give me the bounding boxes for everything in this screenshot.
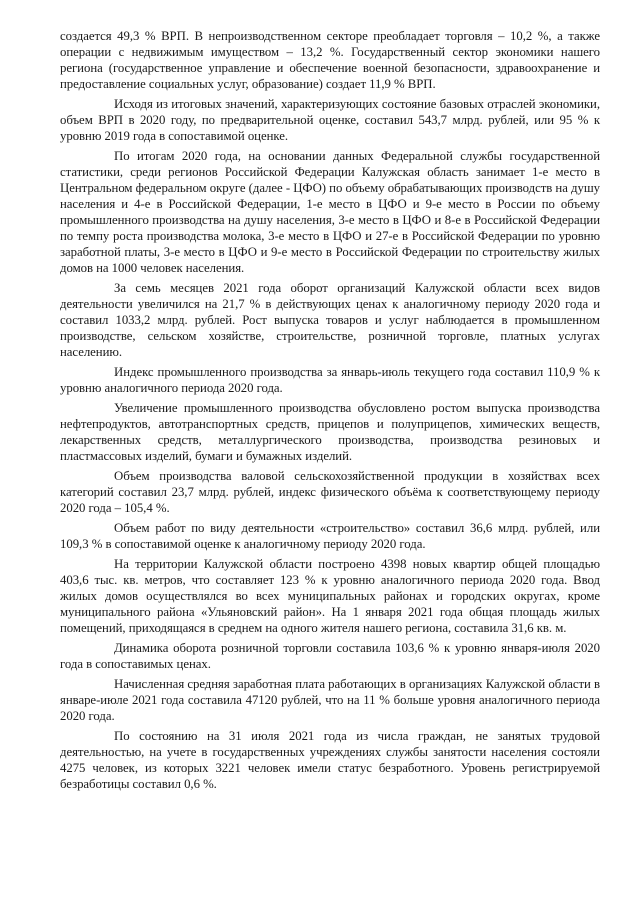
paragraph-housing: На территории Калужской области построено 4398 новых квартир общей площадью 403,6 тыс. кв. метров, что составляет 123 % к уровню аналогичного периода 2020 года. Ввод жилых домов осуществлялся во всех муниципальных районах и городских округах, кроме муниципального района «Ульяновский район». На 1 января 2021 года общая площадь жилых помещений, приходящаяся в среднем на одного жителя нашего региона, составила 31,6 кв. м.	[60, 557, 600, 635]
paragraph-grp-volume: Исходя из итоговых значений, характеризующих состояние базовых отраслей экономики, объем ВРП в 2020 году, по предварительной оценке, составил 543,7 млрд. рублей, или 95 % к уровню 2019 года в сопоставимой оценке.	[60, 97, 600, 143]
paragraph-wages: Начисленная средняя заработная плата работающих в организациях Калужской области в январе-июле 2021 года составила 47120 рублей, что на 11 % больше уровня аналогичного периода 2020 года.	[60, 677, 600, 723]
document-page	[60, 28, 600, 796]
paragraph-industrial-growth: Увеличение промышленного производства обусловлено ростом выпуска производства нефтепродуктов, автотранспортных средств, прицепов и полуприцепов, химических веществ, лекарственных средств, металлургического производства, производства резиновых и пластмассовых изделий, бумаги и бумажных изделий.	[60, 401, 600, 463]
paragraph-industrial-index: Индекс промышленного производства за январь-июль текущего года составил 110,9 % к уровню аналогичного периода 2020 года.	[60, 365, 600, 395]
paragraph-retail: Динамика оборота розничной торговли составила 103,6 % к уровню января-июля 2020 года в сопоставимых ценах.	[60, 641, 600, 671]
paragraph-grp-share: создается 49,3 % ВРП. В непроизводственном секторе преобладает торговля – 10,2 %, а также операции с недвижимым имуществом – 13,2 %. Государственный сектор экономики нашего региона (государственное управление и обеспечение военной безопасности, здравоохранение и предоставление социальных услуг, образование) создает 11,9 % ВРП.	[60, 29, 600, 91]
paragraph-agriculture: Объем производства валовой сельскохозяйственной продукции в хозяйствах всех категорий составил 23,7 млрд. рублей, индекс физического объёма к соответствующему периоду 2020 года – 105,4 %.	[60, 469, 600, 515]
paragraph-unemployment: По состоянию на 31 июля 2021 года из числа граждан, не занятых трудовой деятельностью, на учете в государственных учреждениях службы занятости населения состояли 4275 человек, из которых 3221 человек имели статус безработного. Уровень регистрируемой безработицы составил 0,6 %.	[60, 729, 600, 791]
paragraph-construction: Объем работ по виду деятельности «строительство» составил 36,6 млрд. рублей, или 109,3 % в сопоставимой оценке к аналогичному периоду 2020 года.	[60, 521, 600, 551]
paragraph-region-rankings: По итогам 2020 года, на основании данных Федеральной службы государственной статистики, среди регионов Российской Федерации Калужская область занимает 1-е место в Центральном федеральном округе (далее - ЦФО) по объему обрабатывающих производств на душу населения и 4-е в Российской Федерации, 1-е место в ЦФО и 9-е место в России по объему промышленного производства на душу населения, 3-е место в ЦФО и 8-е в Российской Федерации по темпу роста производства молока, 3-е место в ЦФО и 27-е в Российской Федерации по уровню заработной платы, 3-е место в ЦФО и 9-е место в Российской Федерации по строительству жилых домов на 1000 человек населения.	[60, 149, 600, 275]
paragraph-turnover: За семь месяцев 2021 года оборот организаций Калужской области всех видов деятельности увеличился на 21,7 % в действующих ценах к аналогичному периоду 2020 года и составил 1033,2 млрд. рублей. Рост выпуска товаров и услуг наблюдается в промышленном производстве, сельском хозяйстве, строительстве, розничной торговле, платных услугах населению.	[60, 281, 600, 359]
